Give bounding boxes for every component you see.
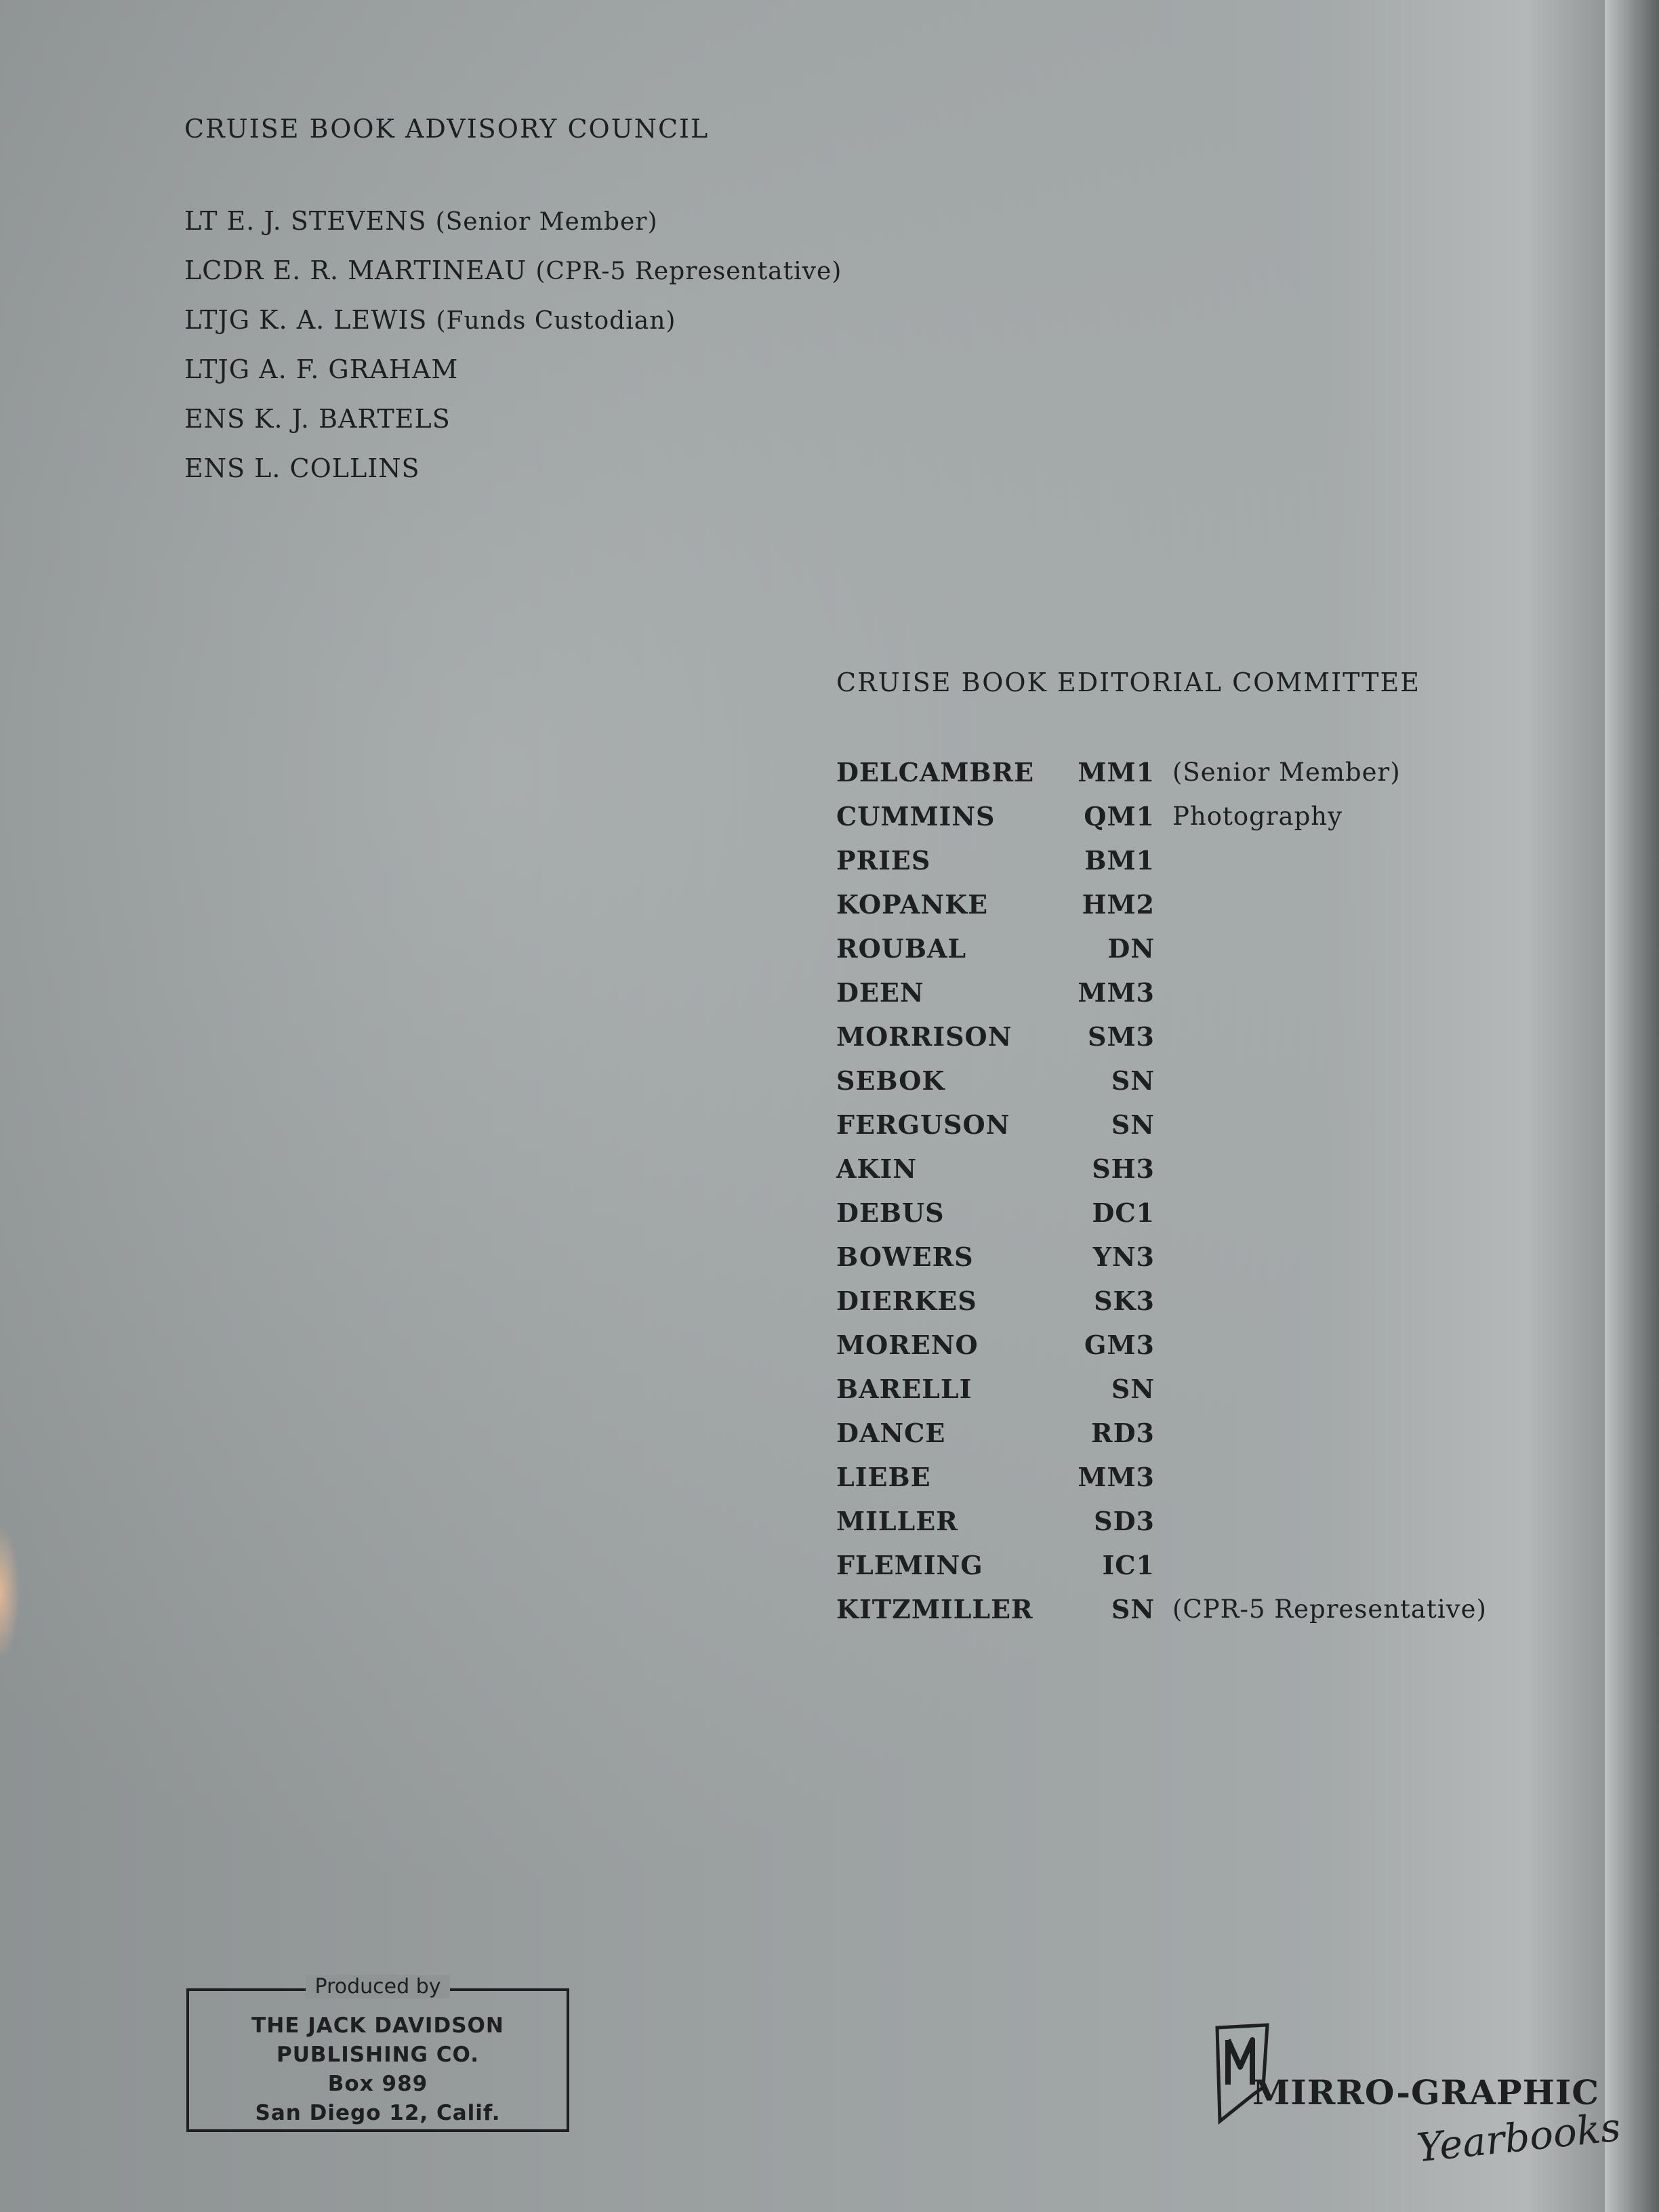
mirro-graphic-logo bbox=[1213, 2020, 1633, 2196]
advisory-member-name: LCDR E. R. MARTINEAU bbox=[184, 255, 527, 285]
page-edge-glare bbox=[0, 1525, 20, 1660]
advisory-member bbox=[184, 295, 1065, 345]
member-rate: DN bbox=[1107, 933, 1155, 964]
member-name: FERGUSON bbox=[836, 1109, 1010, 1140]
table-row bbox=[836, 1587, 1487, 1631]
produced-by-label: Produced by bbox=[306, 1975, 451, 1999]
table-row bbox=[836, 1191, 1487, 1235]
advisory-member-name: ENS K. J. BARTELS bbox=[184, 404, 451, 434]
table-row bbox=[836, 1543, 1487, 1587]
advisory-member bbox=[184, 197, 1065, 246]
member-rate: SH3 bbox=[1092, 1153, 1155, 1184]
advisory-member-note: (CPR-5 Representative) bbox=[535, 258, 842, 285]
member-rate: MM3 bbox=[1078, 1462, 1155, 1492]
member-rate: SD3 bbox=[1094, 1506, 1155, 1536]
member-rate: QM1 bbox=[1084, 801, 1155, 832]
table-row bbox=[836, 1147, 1487, 1191]
table-row bbox=[836, 1279, 1487, 1323]
member-role bbox=[1155, 1499, 1487, 1543]
editorial-member-table bbox=[836, 750, 1487, 1631]
advisory-member-name: LT E. J. STEVENS bbox=[184, 206, 427, 236]
advisory-member bbox=[184, 345, 1065, 394]
member-name: BOWERS bbox=[836, 1242, 974, 1272]
table-row bbox=[836, 1323, 1487, 1367]
member-name: DIERKES bbox=[836, 1286, 977, 1316]
member-rate: IC1 bbox=[1102, 1550, 1155, 1580]
member-role bbox=[1155, 1411, 1487, 1455]
member-rate: DC1 bbox=[1092, 1197, 1155, 1228]
member-name: KOPANKE bbox=[836, 889, 989, 920]
publisher-box: Box 989 bbox=[327, 2072, 428, 2096]
member-role bbox=[1155, 1191, 1487, 1235]
member-name: CUMMINS bbox=[836, 801, 996, 832]
member-name: PRIES bbox=[836, 845, 931, 876]
member-name: AKIN bbox=[836, 1153, 918, 1184]
member-name: KITZMILLER bbox=[836, 1594, 1033, 1624]
table-row bbox=[836, 794, 1487, 838]
member-rate: YN3 bbox=[1092, 1242, 1155, 1272]
member-name: DEEN bbox=[836, 977, 924, 1008]
member-rate: GM3 bbox=[1084, 1330, 1155, 1360]
editorial-committee-section bbox=[836, 668, 1548, 1631]
table-row bbox=[836, 1103, 1487, 1147]
member-rate: MM3 bbox=[1078, 977, 1155, 1008]
member-role bbox=[1155, 1323, 1487, 1367]
publisher-stamp bbox=[186, 1975, 569, 2132]
member-rate: SM3 bbox=[1088, 1021, 1155, 1052]
table-row bbox=[836, 1059, 1487, 1103]
member-role bbox=[1155, 1147, 1487, 1191]
member-role bbox=[1155, 970, 1487, 1015]
member-name: DEBUS bbox=[836, 1197, 945, 1228]
member-name: FLEMING bbox=[836, 1550, 983, 1580]
member-rate: SN bbox=[1111, 1065, 1155, 1096]
member-role bbox=[1155, 882, 1487, 926]
member-rate: RD3 bbox=[1091, 1418, 1155, 1448]
advisory-council-section bbox=[184, 114, 1065, 493]
table-row bbox=[836, 1455, 1487, 1499]
member-rate: SN bbox=[1111, 1374, 1155, 1404]
advisory-member-name: ENS L. COLLINS bbox=[184, 453, 420, 483]
member-name: MORENO bbox=[836, 1330, 979, 1360]
advisory-member-note: (Funds Custodian) bbox=[436, 307, 676, 335]
member-role bbox=[1155, 1103, 1487, 1147]
logo-brand-text: MIRRO-GRAPHIC bbox=[1252, 2072, 1600, 2112]
table-row bbox=[836, 882, 1487, 926]
member-role bbox=[1155, 1235, 1487, 1279]
member-role: (CPR-5 Representative) bbox=[1172, 1595, 1487, 1624]
advisory-member-list bbox=[184, 197, 1065, 493]
table-row bbox=[836, 1367, 1487, 1411]
member-role bbox=[1155, 926, 1487, 970]
member-name: ROUBAL bbox=[836, 933, 967, 964]
member-name: SEBOK bbox=[836, 1065, 945, 1096]
advisory-council-heading: CRUISE BOOK ADVISORY COUNCIL bbox=[184, 114, 710, 144]
member-rate: SN bbox=[1111, 1594, 1155, 1624]
editorial-committee-heading: CRUISE BOOK EDITORIAL COMMITTEE bbox=[836, 668, 1421, 697]
advisory-member-name: LTJG A. F. GRAHAM bbox=[184, 354, 459, 384]
publisher-city: San Diego 12, Calif. bbox=[255, 2101, 501, 2125]
page-edge-shadow bbox=[1605, 0, 1659, 2212]
member-role: Photography bbox=[1172, 802, 1343, 831]
member-role bbox=[1155, 1455, 1487, 1499]
member-role bbox=[1155, 1059, 1487, 1103]
advisory-member bbox=[184, 394, 1065, 444]
table-row bbox=[836, 838, 1487, 882]
member-rate: SN bbox=[1111, 1109, 1155, 1140]
advisory-member-name: LTJG K. A. LEWIS bbox=[184, 305, 428, 335]
member-name: MORRISON bbox=[836, 1021, 1012, 1052]
member-role bbox=[1155, 1367, 1487, 1411]
table-row bbox=[836, 750, 1487, 794]
publisher-address bbox=[189, 2011, 567, 2128]
table-row bbox=[836, 1235, 1487, 1279]
table-row bbox=[836, 1411, 1487, 1455]
member-rate: SK3 bbox=[1094, 1286, 1155, 1316]
member-name: LIEBE bbox=[836, 1462, 931, 1492]
member-role bbox=[1155, 1015, 1487, 1059]
advisory-member bbox=[184, 246, 1065, 295]
member-rate: MM1 bbox=[1078, 757, 1155, 787]
member-role: (Senior Member) bbox=[1172, 758, 1401, 787]
publisher-name-line2: PUBLISHING CO. bbox=[276, 2043, 479, 2067]
table-row bbox=[836, 970, 1487, 1015]
table-row bbox=[836, 926, 1487, 970]
table-row bbox=[836, 1015, 1487, 1059]
member-role bbox=[1155, 1279, 1487, 1323]
member-name: DELCAMBRE bbox=[836, 757, 1035, 787]
member-name: DANCE bbox=[836, 1418, 946, 1448]
member-name: BARELLI bbox=[836, 1374, 972, 1404]
advisory-member bbox=[184, 444, 1065, 493]
logo-script-text: Yearbooks bbox=[1414, 2104, 1623, 2171]
member-rate: BM1 bbox=[1084, 845, 1155, 876]
table-row bbox=[836, 1499, 1487, 1543]
member-name: MILLER bbox=[836, 1506, 958, 1536]
member-role bbox=[1155, 838, 1487, 882]
member-rate: HM2 bbox=[1082, 889, 1155, 920]
member-role bbox=[1155, 1543, 1487, 1587]
publisher-name-line1: THE JACK DAVIDSON bbox=[251, 2013, 504, 2038]
advisory-member-note: (Senior Member) bbox=[435, 208, 658, 236]
